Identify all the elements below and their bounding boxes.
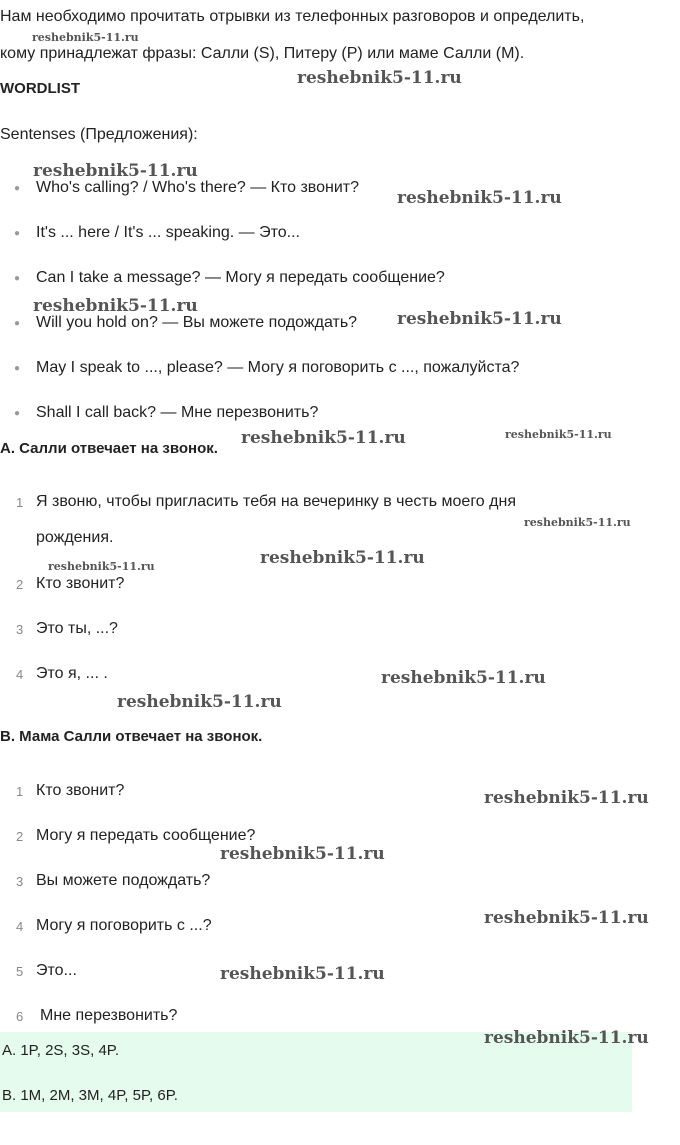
watermark: reshebnik5-11.ru <box>33 161 198 181</box>
bullet-icon: ● <box>14 273 21 284</box>
bullet-icon: ● <box>14 228 21 239</box>
list-item: Это я, ... . <box>36 665 108 682</box>
watermark: reshebnik5-11.ru <box>397 309 562 329</box>
list-item: Это... <box>36 962 77 979</box>
watermark: reshebnik5-11.ru <box>220 964 385 984</box>
watermark: reshebnik5-11.ru <box>484 908 649 928</box>
bullet-icon: ● <box>14 183 21 194</box>
list-item: Я звоню, чтобы пригласить тебя на вечеринку в честь моего дня <box>36 493 516 510</box>
list-item: Кто звонит? <box>36 575 125 592</box>
item-number: 2 <box>16 829 24 844</box>
list-item: Can I take a message? — Могу я передать сообщение? <box>36 269 445 286</box>
list-item: Могу я передать сообщение? <box>36 827 256 844</box>
watermark: reshebnik5-11.ru <box>117 692 282 712</box>
answer-b: B. 1M, 2M, 3M, 4P, 5P, 6P. <box>2 1087 178 1104</box>
answer-a: A. 1P, 2S, 3S, 4P. <box>2 1042 120 1059</box>
watermark: reshebnik5-11.ru <box>297 68 462 88</box>
watermark: reshebnik5-11.ru <box>524 516 631 529</box>
watermark: reshebnik5-11.ru <box>484 788 649 808</box>
item-number: 4 <box>16 919 24 934</box>
bullet-icon: ● <box>14 363 21 374</box>
watermark: reshebnik5-11.ru <box>260 548 425 568</box>
item-number: 6 <box>16 1009 24 1024</box>
item-number: 1 <box>16 495 24 510</box>
section-b-heading: B. Мама Салли отвечает на звонок. <box>0 728 263 745</box>
watermark: reshebnik5-11.ru <box>32 31 139 44</box>
section-a-heading: A. Салли отвечает на звонок. <box>0 440 218 457</box>
intro-line-2: кому принадлежат фразы: Салли (S), Питеру (P) или маме Салли (M). <box>0 45 525 62</box>
list-item: Shall I call back? — Мне перезвонить? <box>36 404 319 421</box>
list-item-continuation: рождения. <box>36 529 114 546</box>
sentences-heading: Sentenses (Предложения): <box>0 126 198 143</box>
list-item: May I speak to ..., please? — Могу я поговорить с ..., пожалуйста? <box>36 359 520 376</box>
item-number: 3 <box>16 622 24 637</box>
bullet-icon: ● <box>14 318 21 329</box>
item-number: 4 <box>16 667 24 682</box>
item-number: 2 <box>16 577 24 592</box>
wordlist-heading: WORDLIST <box>0 80 80 97</box>
watermark: reshebnik5-11.ru <box>381 668 546 688</box>
bullet-icon: ● <box>14 408 21 419</box>
list-item: It's ... here / It's ... speaking. — Это... <box>36 224 300 241</box>
list-item: Вы можете подождать? <box>36 872 211 889</box>
watermark: reshebnik5-11.ru <box>241 428 406 448</box>
watermark: reshebnik5-11.ru <box>33 296 198 316</box>
item-number: 5 <box>16 964 24 979</box>
intro-line-1: Нам необходимо прочитать отрывки из телефонных разговоров и определить, <box>0 8 585 25</box>
list-item: Это ты, ...? <box>36 620 118 637</box>
watermark: reshebnik5-11.ru <box>505 428 612 441</box>
list-item: Who's calling? / Who's there? — Кто звонит? <box>36 179 360 196</box>
watermark: reshebnik5-11.ru <box>484 1028 649 1048</box>
list-item: Кто звонит? <box>36 782 125 799</box>
watermark: reshebnik5-11.ru <box>397 188 562 208</box>
item-number: 1 <box>16 784 24 799</box>
list-item: Мне перезвонить? <box>40 1007 178 1024</box>
watermark: reshebnik5-11.ru <box>220 844 385 864</box>
item-number: 3 <box>16 874 24 889</box>
watermark: reshebnik5-11.ru <box>48 560 155 573</box>
list-item: Will you hold on? — Вы можете подождать? <box>36 314 358 331</box>
list-item: Могу я поговорить с ...? <box>36 917 212 934</box>
